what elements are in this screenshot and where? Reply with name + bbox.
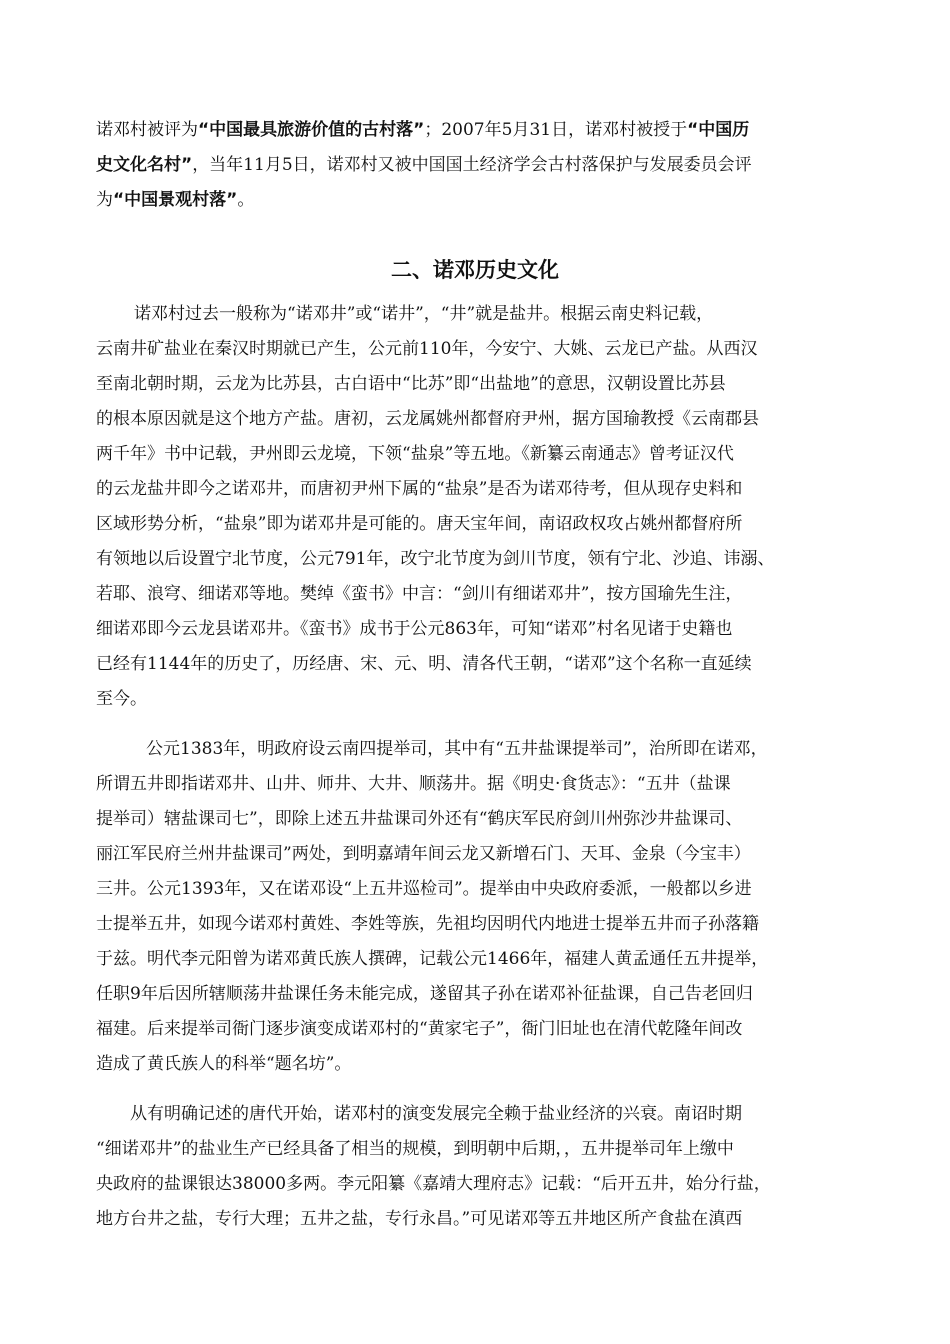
intro-text: ，当年11月5日，诺邓村又被中国国土经济学会古村落保护与发展委员会评: [192, 155, 752, 175]
paragraph-line: 央政府的盐课银达38000多两。李元阳纂《嘉靖大理府志》记载：“后开五井，始分行盐，: [96, 1174, 771, 1194]
paragraph-line: 士提举五井，如现今诺邓村黄姓、李姓等族，先祖均因明代内地进士提举五井而子孙落籍: [96, 914, 759, 934]
paragraph-line: 造成了黄氏族人的科举“题名坊”。: [96, 1054, 352, 1074]
intro-highlight: “中国景观村落”: [113, 190, 238, 210]
paragraph-line: 诺邓村过去一般称为“诺邓井”或“诺井”，“井”就是盐井。根据云南史料记载，: [134, 304, 714, 324]
paragraph-line: 至南北朝时期，云龙为比苏县，古白语中“比苏”即“出盐地”的意思，汉朝设置比苏县: [96, 374, 726, 394]
paragraph-line: 细诺邓即今云龙县诺邓井。《蛮书》成书于公元863年，可知“诺邓”村名见诸于史籍也: [96, 619, 733, 639]
intro-text: 。: [237, 190, 255, 210]
paragraph-line: 福建。后来提举司衙门逐步演变成诺邓村的“黄家宅子”，衙门旧址也在清代乾隆年间改: [96, 1019, 743, 1039]
intro-highlight: 史文化名村”: [96, 155, 193, 175]
intro-highlight: “中国最具旅游价值的古村落”: [198, 120, 425, 140]
intro-line-3: [96, 188, 856, 212]
paragraph-line: 丽江军民府兰州井盐课司”两处，到明嘉靖年间云龙又新增石门、天耳、金泉（今宝丰）: [96, 844, 751, 864]
paragraph-line: 若耶、浪穹、细诺邓等地。樊绰《蛮书》中言：“剑川有细诺邓井”，按方国瑜先生注，: [96, 584, 743, 604]
paragraph-line: 的云龙盐井即今之诺邓井，而唐初尹州下属的“盐泉”是否为诺邓待考，但从现存史料和: [96, 479, 743, 499]
paragraph-line: “细诺邓井”的盐业生产已经具备了相当的规模，到明朝中后期，，五井提举司年上缴中: [96, 1139, 734, 1159]
paragraph-line: 地方台井之盐，专行大理；五井之盐，专行永昌。”可见诺邓等五井地区所产食盐在滇西: [96, 1209, 743, 1229]
paragraph-line: 的根本原因就是这个地方产盐。唐初，云龙属姚州都督府尹州，据方国瑜教授《云南郡县: [96, 409, 759, 429]
intro-line-2: [96, 153, 856, 177]
paragraph-line: 两千年》书中记载，尹州即云龙境，下领“盐泉”等五地。《新纂云南通志》曾考证汉代: [96, 444, 734, 464]
paragraph-line: 至今。: [96, 689, 147, 709]
intro-text: ；2007年5月31日，诺邓村被授于: [424, 120, 688, 140]
paragraph-line: 公元1383年，明政府设云南四提举司，其中有“五井盐课提举司”，治所即在诺邓，: [146, 739, 768, 759]
paragraph-line: 三井。公元1393年，又在诺邓设“上五井巡检司”。提举由中央政府委派，一般都以乡进: [96, 879, 752, 899]
intro-highlight: “中国历: [687, 120, 750, 140]
paragraph-line: 任职9年后因所辖顺荡井盐课任务未能完成，遂留其子孙在诺邓补征盐课，自己告老回归: [96, 984, 753, 1004]
paragraph-line: 提举司）辖盐课司七”，即除上述五井盐课司外还有“鹤庆军民府剑川州弥沙井盐课司、: [96, 809, 743, 829]
intro-text: 为: [96, 190, 113, 210]
paragraph-line: 已经有1144年的历史了，历经唐、宋、元、明、清各代王朝，“诺邓”这个名称一直延续: [96, 654, 752, 674]
paragraph-line: 云南井矿盐业在秦汉时期就已产生，公元前110年，今安宁、大姚、云龙已产盐。从西汉: [96, 339, 758, 359]
intro-text: 诺邓村被评为: [96, 120, 198, 140]
paragraph-line: 区域形势分析，“盐泉”即为诺邓井是可能的。唐天宝年间，南诏政权攻占姚州都督府所: [96, 514, 743, 534]
paragraph-line: 有领地以后设置宁北节度，公元791年，改宁北节度为剑川节度，领有宁北、沙追、讳溺、: [96, 549, 775, 569]
intro-line-1: [96, 118, 856, 142]
paragraph-line: 于兹。明代李元阳曾为诺邓黄氏族人撰碑，记载公元1466年，福建人黄孟通任五井提举，: [96, 949, 769, 969]
paragraph-line: 所谓五井即指诺邓井、山井、师井、大井、顺荡井。据《明史·食货志》：“五井（盐课: [96, 774, 731, 794]
section-title: 二、诺邓历史文化: [391, 258, 559, 282]
paragraph-line: 从有明确记述的唐代开始，诺邓村的演变发展完全赖于盐业经济的兴衰。南诏时期: [130, 1104, 742, 1124]
